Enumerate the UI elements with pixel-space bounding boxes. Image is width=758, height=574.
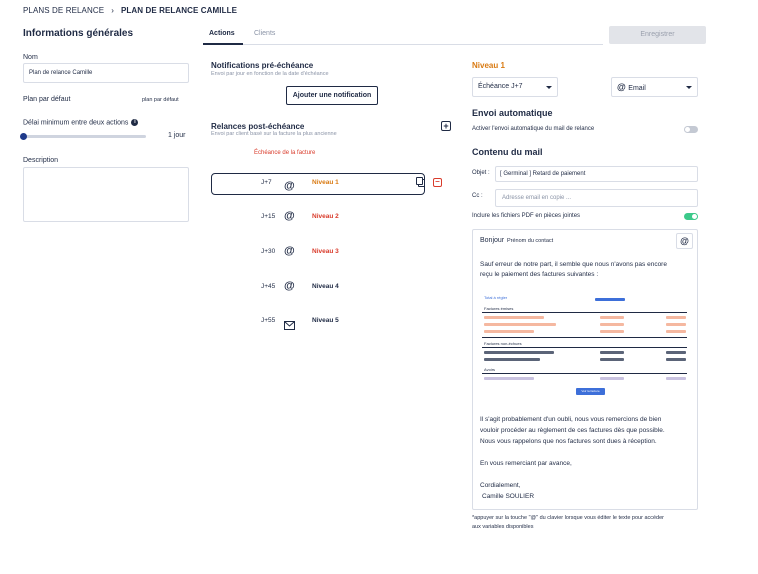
email-at-icon: @ <box>284 245 295 257</box>
subject-input[interactable]: [ Germinal ] Retard de paiement <box>495 166 698 182</box>
cc-input[interactable]: Adresse email en copie ... <box>495 189 698 207</box>
step-4-level[interactable]: Niveau 4 <box>312 283 339 290</box>
tab-actions-underline <box>203 43 243 45</box>
email-intro-line-2: reçu le paiement des factures suivantes : <box>480 271 599 278</box>
channel-select[interactable]: @ Email <box>611 77 698 97</box>
template-credits-label: Avoirs <box>484 367 496 372</box>
description-label: Description <box>23 157 59 164</box>
breadcrumb <box>23 6 237 15</box>
email-closing: Cordialement, <box>480 482 521 489</box>
cc-label: Cc : <box>472 193 483 199</box>
template-total-label: Total à régler <box>484 295 508 300</box>
pre-due-title: Notifications pré-échéance <box>211 61 314 70</box>
tab-actions[interactable]: Actions <box>209 30 235 37</box>
name-input[interactable]: Plan de relance Camille <box>23 63 189 83</box>
email-paragraph-1: Il s'agit probablement d'un oubli, nous vous remercions de bien <box>480 416 662 423</box>
email-paragraph-3: Nous vous rappelons que nos factures sont dues à réception. <box>480 438 657 445</box>
auto-send-label: Activer l'envoi automatique du mail de relance <box>472 126 595 132</box>
mail-icon <box>284 317 295 335</box>
post-due-title: Relances post-échéance <box>211 122 305 131</box>
step-2-level[interactable]: Niveau 2 <box>312 213 339 220</box>
info-icon[interactable]: i <box>131 119 138 126</box>
post-due-subtitle: Envoi par client basé sur la facture la plus ancienne <box>211 131 337 137</box>
email-paragraph-2: vouloir procéder au règlement de ces factures dès que possible. <box>480 427 665 434</box>
invoice-table-preview <box>478 291 692 399</box>
tabs-divider <box>203 44 603 45</box>
copy-icon-back <box>416 177 423 185</box>
step-4-day: J+45 <box>261 283 276 290</box>
name-label: Nom <box>23 54 38 61</box>
add-notification-button[interactable]: Ajouter une notification <box>286 86 378 105</box>
delay-slider-track[interactable] <box>23 135 146 138</box>
step-5-day: J+55 <box>261 317 276 324</box>
pre-due-subtitle: Envoi par jour en fonction de la date d'échéance <box>211 71 329 77</box>
level-title: Niveau 1 <box>472 61 505 70</box>
add-reminder-icon[interactable]: + <box>441 121 451 131</box>
breadcrumb-separator: › <box>111 6 114 15</box>
delay-slider-handle[interactable] <box>20 133 27 140</box>
step-1-level: Niveau 1 <box>312 179 339 186</box>
email-at-icon: @ <box>284 280 295 292</box>
delay-label-text: Délai minimum entre deux actions <box>23 119 129 127</box>
breadcrumb-parent-link[interactable]: PLANS DE RELANCE <box>23 6 105 15</box>
email-paragraph-4: En vous remerciant par avance, <box>480 460 572 467</box>
mail-content-title: Contenu du mail <box>472 147 543 157</box>
email-intro-line-1: Sauf erreur de notre part, il semble que nous n'avons pas encore <box>480 261 667 268</box>
template-unissued-label: Factures non-échues <box>484 341 522 346</box>
tab-clients[interactable]: Clients <box>254 30 276 37</box>
channel-select-value: Email <box>628 85 646 92</box>
toggle-knob <box>685 127 690 132</box>
pdf-label: Inclure les fichiers PDF en pièces jointes <box>472 213 581 219</box>
general-info-title: Informations générales <box>23 28 134 39</box>
auto-send-toggle[interactable] <box>684 126 698 133</box>
step-3-level[interactable]: Niveau 3 <box>312 248 339 255</box>
due-select-value: Échéance J+7 <box>478 83 523 90</box>
email-at-icon: @ <box>284 210 295 222</box>
toggle-knob <box>692 214 697 219</box>
footnote-line-2: aux variables disponibles <box>472 524 534 530</box>
email-at-icon: @ <box>284 180 295 192</box>
pdf-toggle[interactable] <box>684 213 698 220</box>
footnote-line-1: *appuyer sur la touche "@" du clavier lorsque vous éditer le texte pour accéder <box>472 515 665 521</box>
step-2-day: J+15 <box>261 213 276 220</box>
description-textarea[interactable] <box>23 167 189 222</box>
delay-value: 1 jour <box>168 132 186 139</box>
step-1-day: J+7 <box>261 179 272 186</box>
save-button[interactable]: Enregistrer <box>609 26 706 44</box>
chevron-down-icon <box>686 86 692 89</box>
delete-icon[interactable]: – <box>433 178 442 187</box>
email-signature: Camille SOULIER <box>482 493 535 500</box>
template-view-invoice-button: Voir la facture <box>576 388 605 395</box>
due-date-marker: Échéance de la facture <box>254 150 316 156</box>
variable-chip[interactable]: Prénom du contact <box>507 238 554 244</box>
breadcrumb-current: PLAN DE RELANCE CAMILLE <box>120 6 238 15</box>
template-issued-label: Factures émises <box>484 306 514 311</box>
subject-label: Objet : <box>472 170 490 176</box>
insert-variable-icon[interactable]: @ <box>676 233 693 249</box>
default-plan-value[interactable]: plan par défaut <box>142 97 179 103</box>
step-5-level[interactable]: Niveau 5 <box>312 317 339 324</box>
delay-label <box>23 119 138 126</box>
email-greeting: Bonjour <box>480 237 505 244</box>
chevron-down-icon <box>546 86 552 89</box>
default-plan-label: Plan par défaut <box>23 96 71 103</box>
step-3-day: J+30 <box>261 248 276 255</box>
auto-send-title: Envoi automatique <box>472 108 553 118</box>
